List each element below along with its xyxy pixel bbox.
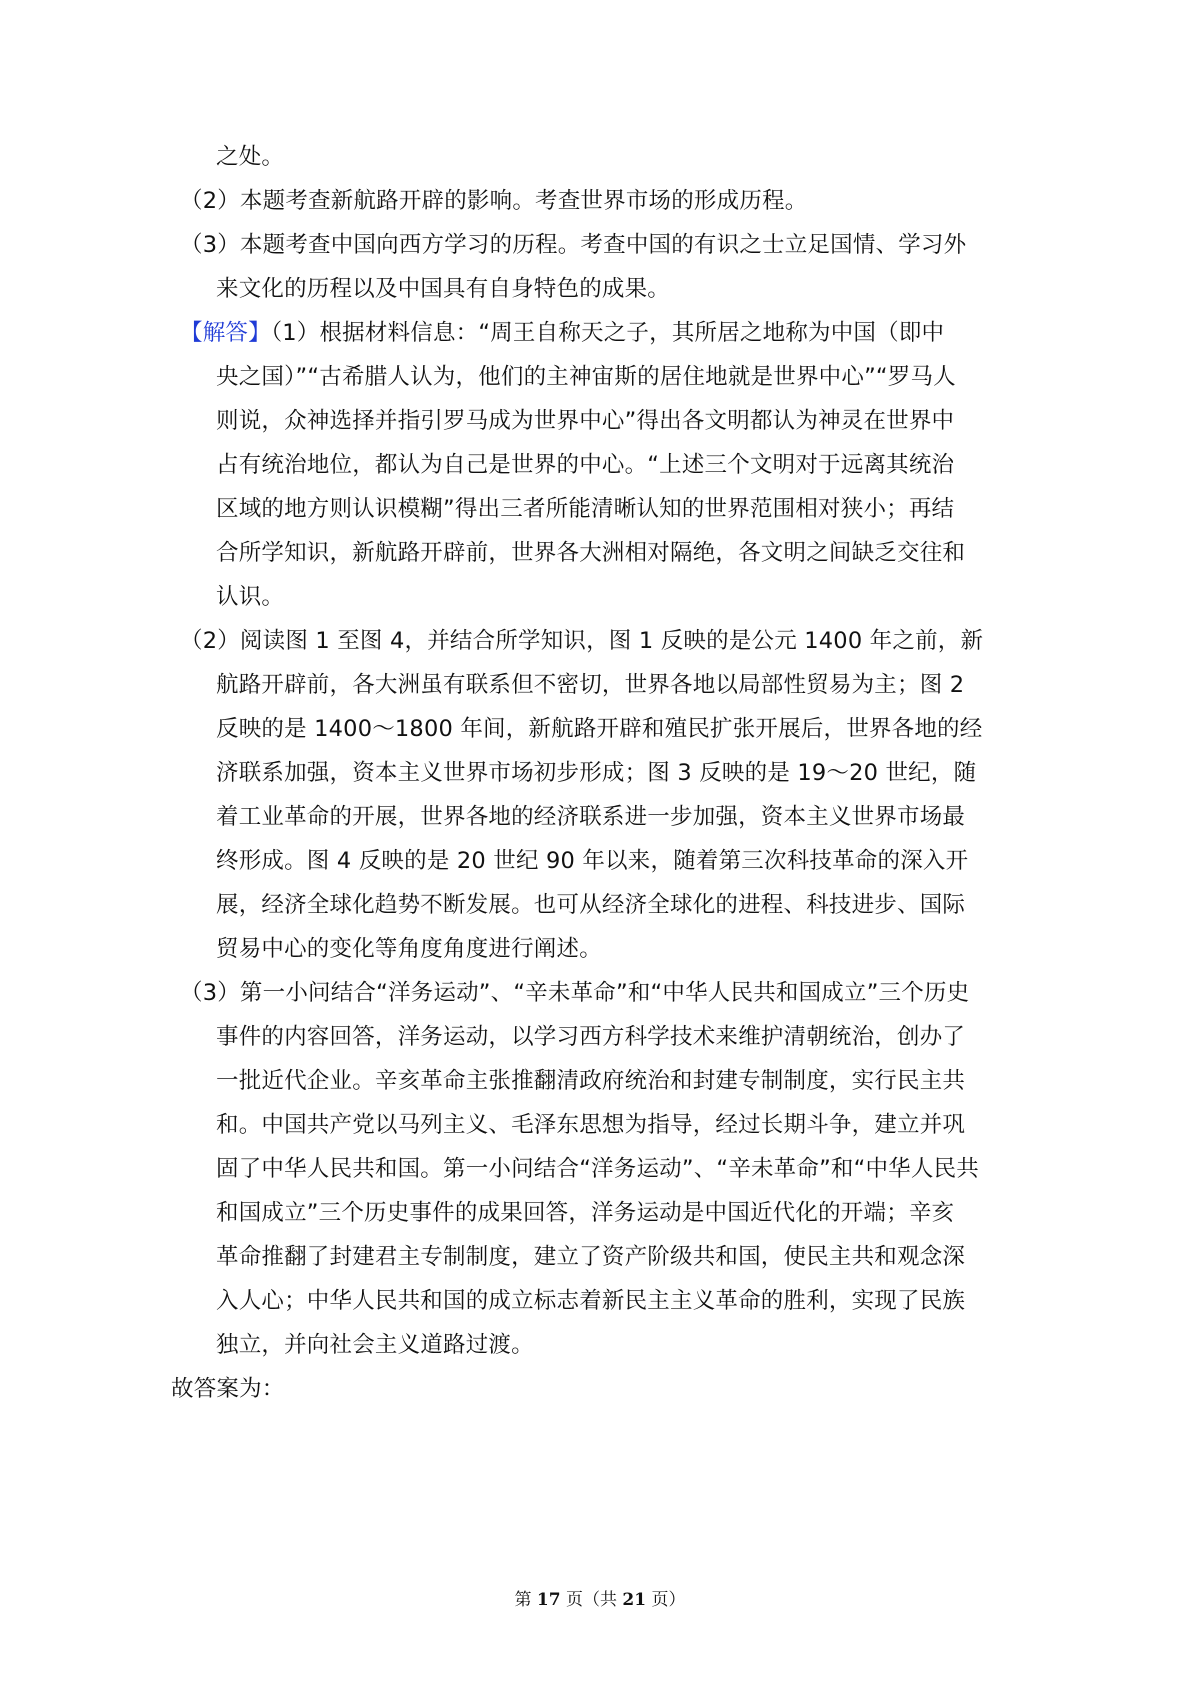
- text-line: 则说，众神选择并指引罗马成为世界中心”得出各文明都认为神灵在世界中: [216, 408, 955, 434]
- text-line: （1）根据材料信息：“周王自称天之子，其所居之地称为中国（即中: [270, 320, 945, 346]
- text-line: 认识。: [216, 584, 285, 610]
- answer-heading-line: [180, 318, 944, 348]
- text-line: 区域的地方则认识模糊”得出三者所能清晰认知的世界范围相对狭小；再结: [216, 496, 955, 522]
- text-line: 展，经济全球化趋势不断发展。也可从经济全球化的进程、科技进步、国际: [216, 892, 966, 918]
- text-line: （2）本题考查新航路开辟的影响。考查世界市场的形成历程。: [180, 188, 808, 214]
- text-line: 贸易中心的变化等角度角度进行阐述。: [216, 936, 602, 962]
- text-line: 和国成立”三个历史事件的成果回答，洋务运动是中国近代化的开端；辛亥: [216, 1200, 955, 1226]
- current-page-number: 17: [536, 1590, 561, 1610]
- text-line: 入人心；中华人民共和国的成立标志着新民主主义革命的胜利，实现了民族: [216, 1288, 966, 1314]
- text-line: 事件的内容回答，洋务运动，以学习西方科学技术来维护清朝统治，创办了: [216, 1024, 966, 1050]
- text-line: 航路开辟前，各大洲虽有联系但不密切，世界各地以局部性贸易为主；图 2: [216, 672, 965, 698]
- text-line: 一批近代企业。辛亥革命主张推翻清政府统治和封建专制制度，实行民主共: [216, 1068, 966, 1094]
- text-line: 独立，并向社会主义道路过渡。: [216, 1332, 534, 1358]
- total-pages-number: 21: [622, 1590, 647, 1610]
- text-line: 和。中国共产党以马列主义、毛泽东思想为指导，经过长期斗争，建立并巩: [216, 1112, 966, 1138]
- footer-mid: 页（共: [566, 1590, 617, 1610]
- text-line: （3）本题考查中国向西方学习的历程。考查中国的有识之士立足国情、学习外: [180, 232, 967, 258]
- text-line: 央之国）”“古希腊人认为，他们的主神宙斯的居住地就是世界中心”“罗马人: [216, 364, 956, 390]
- text-line: （3）第一小问结合“洋务运动”、“辛未革命”和“中华人民共和国成立”三个历史: [180, 980, 970, 1006]
- footer-prefix: 第: [514, 1590, 532, 1610]
- text-line: 着工业革命的开展，世界各地的经济联系进一步加强，资本主义世界市场最: [216, 804, 966, 830]
- footer-suffix: 页）: [651, 1590, 686, 1610]
- text-line: 合所学知识，新航路开辟前，世界各大洲相对隔绝，各文明之间缺乏交往和: [216, 540, 966, 566]
- text-line: 固了中华人民共和国。第一小问结合“洋务运动”、“辛未革命”和“中华人民共: [216, 1156, 979, 1182]
- text-line: 故答案为：: [171, 1376, 285, 1402]
- text-line: 终形成。图 4 反映的是 20 世纪 90 年以来，随着第三次科技革命的深入开: [216, 848, 969, 874]
- text-line: 占有统治地位，都认为自己是世界的中心。“上述三个文明对于远离其统治: [216, 452, 955, 478]
- text-line: 来文化的历程以及中国具有自身特色的成果。: [216, 276, 671, 302]
- text-line: 之处。: [216, 144, 285, 170]
- text-line: 济联系加强，资本主义世界市场初步形成；图 3 反映的是 19～20 世纪，随: [216, 760, 977, 786]
- text-line: （2）阅读图 1 至图 4，并结合所学知识，图 1 反映的是公元 1400 年之前，新: [180, 628, 984, 654]
- text-line: 反映的是 1400～1800 年间，新航路开辟和殖民扩张开展后，世界各地的经: [216, 716, 983, 742]
- page-footer: [0, 1589, 1200, 1611]
- answer-tag: 【解答】: [180, 320, 271, 346]
- text-line: 革命推翻了封建君主专制制度，建立了资产阶级共和国，使民主共和观念深: [216, 1244, 966, 1270]
